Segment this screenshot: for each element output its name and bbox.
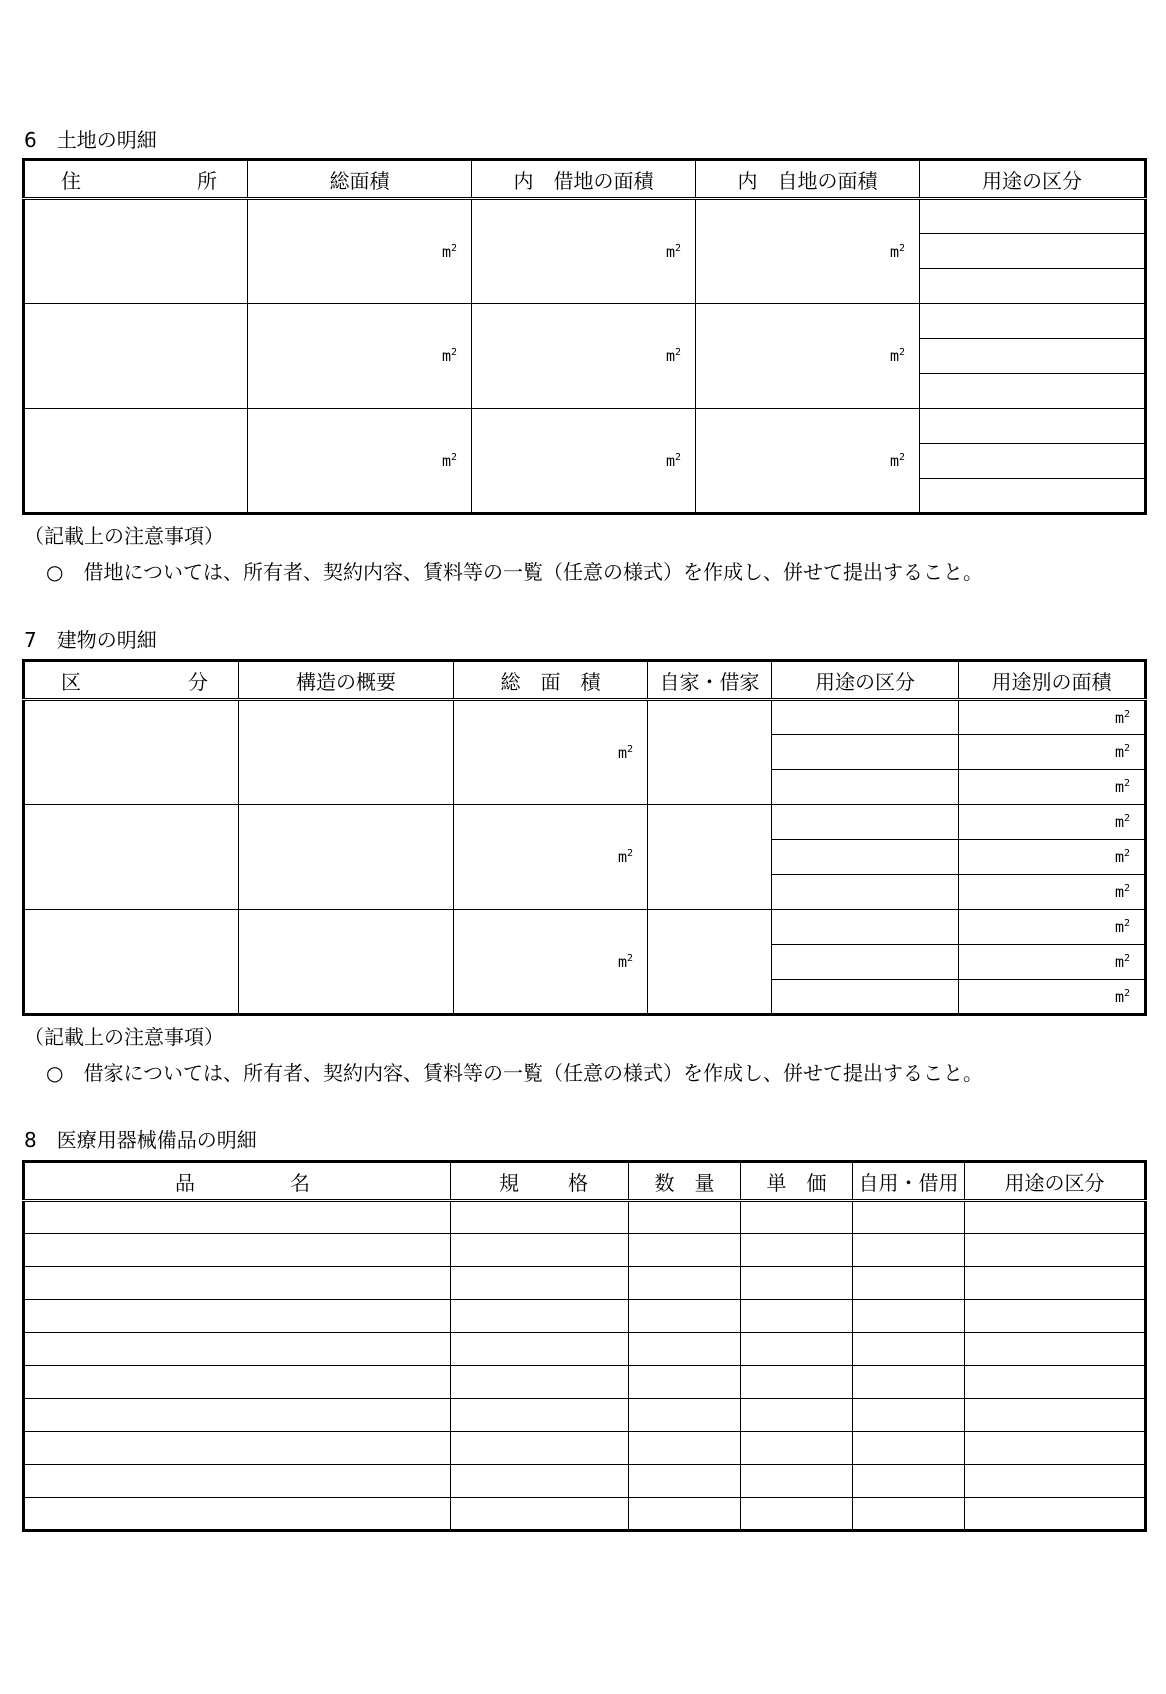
usage-cell[interactable] xyxy=(772,840,959,875)
own-lease-cell[interactable] xyxy=(853,1333,965,1366)
header-total-area: 総面積 xyxy=(248,160,472,199)
own-lease-cell[interactable] xyxy=(853,1432,965,1465)
quantity-cell[interactable] xyxy=(629,1399,741,1432)
unit-superscript: 2 xyxy=(626,952,633,964)
usage-cell[interactable] xyxy=(920,304,1146,339)
header-usage: 用途の区分 xyxy=(772,661,959,700)
unit-label: m xyxy=(1114,848,1124,866)
item-name-cell[interactable] xyxy=(24,1333,451,1366)
usage-cell[interactable] xyxy=(772,805,959,840)
unit-price-cell[interactable] xyxy=(741,1201,853,1234)
header-address: 住 所 xyxy=(24,160,248,199)
unit-superscript: 2 xyxy=(626,848,633,859)
header-spec: 規 格 xyxy=(451,1162,629,1201)
spec-cell[interactable] xyxy=(451,1432,629,1465)
area-cell[interactable] xyxy=(959,840,1146,875)
table-row xyxy=(24,1432,1146,1465)
table-row xyxy=(24,1267,1146,1300)
table-row xyxy=(24,1399,1146,1432)
unit-label: m xyxy=(441,451,451,470)
spec-cell[interactable] xyxy=(451,1201,629,1234)
header-own-lease: 自用・借用 xyxy=(853,1162,965,1201)
table-row xyxy=(24,1333,1146,1366)
own-lease-cell[interactable] xyxy=(853,1234,965,1267)
unit-label: m xyxy=(665,451,675,470)
unit-price-cell[interactable] xyxy=(741,1432,853,1465)
unit-price-cell[interactable] xyxy=(741,1498,853,1531)
table-row xyxy=(24,409,1146,444)
unit-superscript: 2 xyxy=(1123,987,1130,999)
usage-cell[interactable] xyxy=(772,735,959,770)
unit-label: m xyxy=(1114,953,1124,971)
unit-superscript: 2 xyxy=(626,743,633,755)
usage-cell[interactable] xyxy=(965,1201,1146,1234)
unit-price-cell[interactable] xyxy=(741,1300,853,1333)
area-cell[interactable] xyxy=(959,700,1146,735)
building-table xyxy=(22,659,1147,1016)
spec-cell[interactable] xyxy=(451,1465,629,1498)
structure-cell[interactable] xyxy=(239,805,454,910)
own-lease-cell[interactable] xyxy=(853,1366,965,1399)
area-cell[interactable] xyxy=(959,735,1146,770)
unit-superscript: 2 xyxy=(1123,778,1130,789)
usage-cell[interactable] xyxy=(965,1267,1146,1300)
usage-cell[interactable] xyxy=(772,700,959,735)
unit-superscript: 2 xyxy=(450,347,457,358)
usage-cell[interactable] xyxy=(965,1432,1146,1465)
area-cell[interactable] xyxy=(959,875,1146,910)
quantity-cell[interactable] xyxy=(629,1366,741,1399)
equipment-section-title: 8 医療用器械備品の明細 xyxy=(24,1128,257,1152)
header-leased-area: 内 借地の面積 xyxy=(472,160,696,199)
unit-label: m xyxy=(665,242,675,261)
address-cell[interactable] xyxy=(24,409,248,514)
category-cell[interactable] xyxy=(24,700,239,805)
address-cell[interactable] xyxy=(24,304,248,409)
header-owned-area: 内 自地の面積 xyxy=(696,160,920,199)
own-rent-cell[interactable] xyxy=(648,805,772,910)
unit-superscript: 2 xyxy=(898,451,905,463)
header-usage: 用途の区分 xyxy=(920,160,1146,199)
item-name-cell[interactable] xyxy=(24,1201,451,1234)
table-row xyxy=(24,1498,1146,1531)
usage-cell[interactable] xyxy=(965,1399,1146,1432)
area-cell[interactable] xyxy=(959,910,1146,945)
usage-cell[interactable] xyxy=(965,1498,1146,1531)
usage-cell[interactable] xyxy=(920,199,1146,234)
equipment-table xyxy=(22,1160,1147,1532)
unit-superscript: 2 xyxy=(674,242,681,254)
own-lease-cell[interactable] xyxy=(853,1267,965,1300)
header-own-rent: 自家・借家 xyxy=(648,661,772,700)
usage-cell[interactable] xyxy=(772,910,959,945)
unit-superscript: 2 xyxy=(450,451,457,463)
land-note-heading: （記載上の注意事項） xyxy=(24,524,224,548)
header-unit-price: 単 価 xyxy=(741,1162,853,1201)
unit-price-cell[interactable] xyxy=(741,1366,853,1399)
building-note-heading: （記載上の注意事項） xyxy=(24,1025,224,1049)
usage-cell[interactable] xyxy=(920,479,1146,514)
usage-cell[interactable] xyxy=(920,409,1146,444)
land-section-title: 6 土地の明細 xyxy=(24,128,157,152)
spec-cell[interactable] xyxy=(451,1399,629,1432)
own-lease-cell[interactable] xyxy=(853,1399,965,1432)
header-usage: 用途の区分 xyxy=(965,1162,1146,1201)
spec-cell[interactable] xyxy=(451,1366,629,1399)
usage-cell[interactable] xyxy=(920,444,1146,479)
header-usage-area: 用途別の面積 xyxy=(959,661,1146,700)
unit-price-cell[interactable] xyxy=(741,1234,853,1267)
usage-cell[interactable] xyxy=(965,1465,1146,1498)
unit-superscript: 2 xyxy=(898,347,905,358)
unit-label: m xyxy=(1114,918,1124,936)
unit-label: m xyxy=(1114,708,1124,727)
header-category: 区 分 xyxy=(24,661,239,700)
unit-label: m xyxy=(1114,743,1124,761)
usage-cell[interactable] xyxy=(920,234,1146,269)
unit-label: m xyxy=(441,347,451,365)
area-cell[interactable] xyxy=(454,805,648,910)
unit-superscript: 2 xyxy=(674,451,681,463)
unit-label: m xyxy=(1114,813,1124,831)
spec-cell[interactable] xyxy=(451,1333,629,1366)
item-name-cell[interactable] xyxy=(24,1432,451,1465)
usage-cell[interactable] xyxy=(965,1300,1146,1333)
quantity-cell[interactable] xyxy=(629,1234,741,1267)
usage-cell[interactable] xyxy=(965,1234,1146,1267)
unit-superscript: 2 xyxy=(1123,743,1130,754)
header-quantity: 数 量 xyxy=(629,1162,741,1201)
header-structure: 構造の概要 xyxy=(239,661,454,700)
unit-label: m xyxy=(1114,987,1124,1006)
area-cell[interactable] xyxy=(696,304,920,409)
unit-superscript: 2 xyxy=(1123,883,1130,894)
land-table xyxy=(22,158,1147,515)
quantity-cell[interactable] xyxy=(629,1300,741,1333)
unit-label: m xyxy=(665,347,675,365)
usage-cell[interactable] xyxy=(772,980,959,1015)
category-cell[interactable] xyxy=(24,910,239,1015)
own-rent-cell[interactable] xyxy=(648,700,772,805)
area-cell[interactable] xyxy=(472,199,696,304)
item-name-cell[interactable] xyxy=(24,1300,451,1333)
item-name-cell[interactable] xyxy=(24,1498,451,1531)
usage-cell[interactable] xyxy=(965,1366,1146,1399)
unit-label: m xyxy=(617,743,627,762)
usage-cell[interactable] xyxy=(920,374,1146,409)
quantity-cell[interactable] xyxy=(629,1267,741,1300)
unit-label: m xyxy=(1114,778,1124,796)
own-lease-cell[interactable] xyxy=(853,1201,965,1234)
unit-superscript: 2 xyxy=(898,242,905,254)
quantity-cell[interactable] xyxy=(629,1333,741,1366)
building-note-text: ○ 借家については、所有者、契約内容、賃料等の一覧（任意の様式）を作成し、併せて提出すること。 xyxy=(46,1061,984,1085)
usage-cell[interactable] xyxy=(920,339,1146,374)
land-note-text: ○ 借地については、所有者、契約内容、賃料等の一覧（任意の様式）を作成し、併せて提出すること。 xyxy=(46,560,984,584)
item-name-cell[interactable] xyxy=(24,1267,451,1300)
item-name-cell[interactable] xyxy=(24,1399,451,1432)
spec-cell[interactable] xyxy=(451,1234,629,1267)
spec-cell[interactable] xyxy=(451,1300,629,1333)
usage-cell[interactable] xyxy=(965,1333,1146,1366)
quantity-cell[interactable] xyxy=(629,1201,741,1234)
structure-cell[interactable] xyxy=(239,910,454,1015)
unit-superscript: 2 xyxy=(450,242,457,254)
area-cell[interactable] xyxy=(472,304,696,409)
table-row xyxy=(24,304,1146,339)
unit-superscript: 2 xyxy=(674,347,681,358)
usage-cell[interactable] xyxy=(920,269,1146,304)
area-cell[interactable] xyxy=(696,409,920,514)
usage-cell[interactable] xyxy=(772,875,959,910)
unit-superscript: 2 xyxy=(1123,953,1130,964)
quantity-cell[interactable] xyxy=(629,1465,741,1498)
table-row xyxy=(24,1366,1146,1399)
unit-superscript: 2 xyxy=(1123,918,1130,929)
area-cell[interactable] xyxy=(959,980,1146,1015)
unit-label: m xyxy=(889,242,899,261)
table-row xyxy=(24,1300,1146,1333)
area-cell[interactable] xyxy=(248,304,472,409)
area-cell[interactable] xyxy=(248,199,472,304)
table-row xyxy=(24,1201,1146,1234)
usage-cell[interactable] xyxy=(772,945,959,980)
area-cell[interactable] xyxy=(959,770,1146,805)
area-cell[interactable] xyxy=(472,409,696,514)
unit-label: m xyxy=(617,848,627,866)
usage-cell[interactable] xyxy=(772,770,959,805)
area-cell[interactable] xyxy=(248,409,472,514)
table-row xyxy=(24,700,1146,735)
unit-label: m xyxy=(617,952,627,971)
item-name-cell[interactable] xyxy=(24,1366,451,1399)
quantity-cell[interactable] xyxy=(629,1432,741,1465)
own-lease-cell[interactable] xyxy=(853,1465,965,1498)
table-row xyxy=(24,910,1146,945)
unit-superscript: 2 xyxy=(1123,708,1130,720)
table-row xyxy=(24,1234,1146,1267)
unit-price-cell[interactable] xyxy=(741,1267,853,1300)
area-cell[interactable] xyxy=(959,945,1146,980)
spec-cell[interactable] xyxy=(451,1498,629,1531)
own-rent-cell[interactable] xyxy=(648,910,772,1015)
structure-cell[interactable] xyxy=(239,700,454,805)
area-cell[interactable] xyxy=(454,910,648,1015)
unit-superscript: 2 xyxy=(1123,848,1130,859)
unit-label: m xyxy=(441,242,451,261)
unit-price-cell[interactable] xyxy=(741,1465,853,1498)
unit-label: m xyxy=(889,347,899,365)
address-cell[interactable] xyxy=(24,199,248,304)
area-cell[interactable] xyxy=(696,199,920,304)
area-cell[interactable] xyxy=(959,805,1146,840)
unit-label: m xyxy=(1114,883,1124,901)
header-total-area: 総 面 積 xyxy=(454,661,648,700)
own-lease-cell[interactable] xyxy=(853,1498,965,1531)
quantity-cell[interactable] xyxy=(629,1498,741,1531)
table-row xyxy=(24,805,1146,840)
area-cell[interactable] xyxy=(454,700,648,805)
table-row xyxy=(24,199,1146,234)
unit-superscript: 2 xyxy=(1123,813,1130,824)
unit-price-cell[interactable] xyxy=(741,1333,853,1366)
unit-label: m xyxy=(889,451,899,470)
item-name-cell[interactable] xyxy=(24,1234,451,1267)
item-name-cell[interactable] xyxy=(24,1465,451,1498)
unit-price-cell[interactable] xyxy=(741,1399,853,1432)
building-section-title: 7 建物の明細 xyxy=(24,628,157,652)
spec-cell[interactable] xyxy=(451,1267,629,1300)
own-lease-cell[interactable] xyxy=(853,1300,965,1333)
table-row xyxy=(24,1465,1146,1498)
category-cell[interactable] xyxy=(24,805,239,910)
header-item-name: 品 名 xyxy=(24,1162,451,1201)
